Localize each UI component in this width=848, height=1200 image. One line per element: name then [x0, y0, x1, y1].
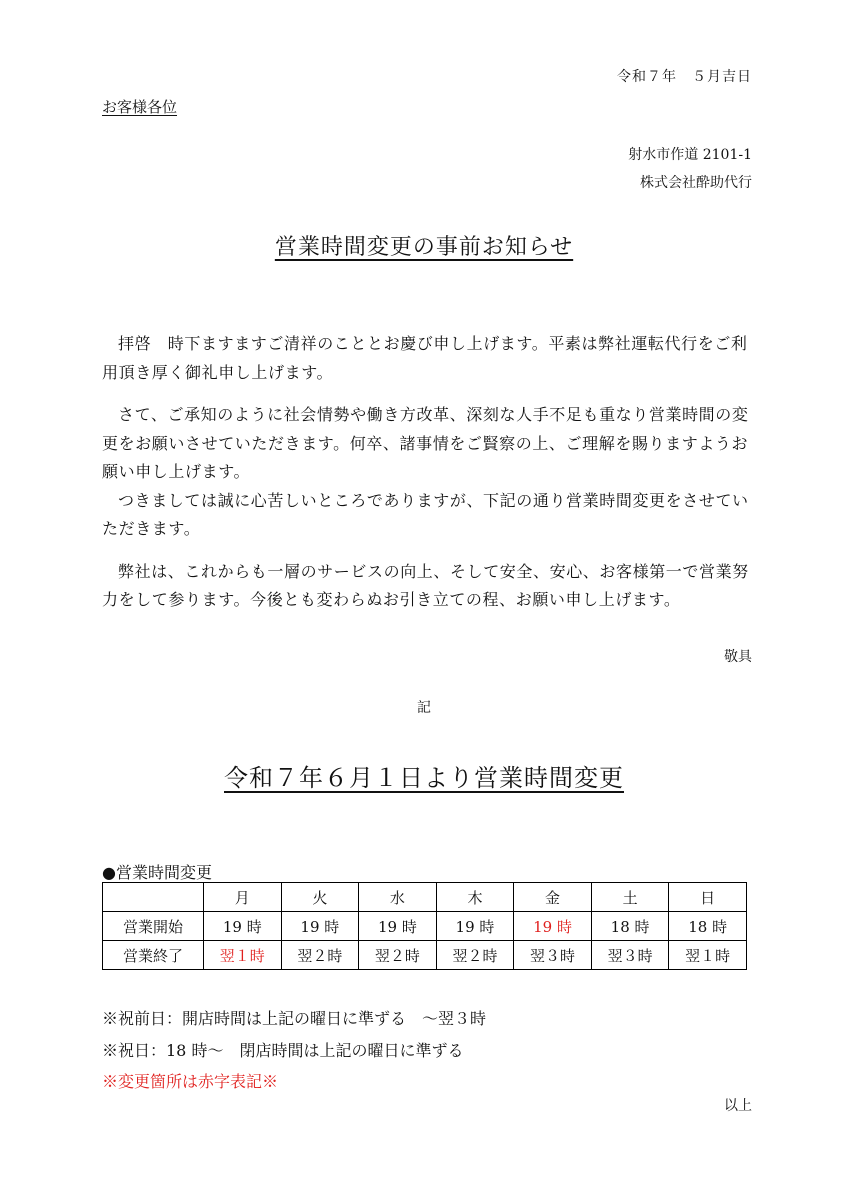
- sender-company: 株式会社酔助代行: [640, 175, 752, 191]
- note-holiday-eve: ※祝前日：開店時間は上記の曜日に準ずる ～翌３時: [102, 1009, 487, 1028]
- row-label-close: 営業終了: [103, 941, 204, 970]
- ki-marker: 記: [417, 700, 431, 716]
- day-header-sun: 日: [669, 883, 747, 912]
- day-header-thu: 木: [436, 883, 514, 912]
- day-header-sat: 土: [591, 883, 669, 912]
- day-header-wed: 水: [359, 883, 437, 912]
- open-time-sat: 18 時: [591, 912, 669, 941]
- day-header-fri: 金: [514, 883, 592, 912]
- body-paragraph-greeting: 拝啓 時下ますますご清祥のこととお慶び申し上げます。平素は弊社運転代行をご利用頂き厚く御礼申し上げます。: [102, 334, 748, 382]
- business-hours-table: [102, 882, 747, 970]
- open-time-sun: 18 時: [669, 912, 747, 941]
- table-header-row: [103, 883, 747, 912]
- close-time-sat: 翌３時: [591, 941, 669, 970]
- note-holiday: ※祝日：18 時～ 閉店時間は上記の曜日に準ずる: [102, 1041, 464, 1060]
- close-time-sun: 翌１時: [669, 941, 747, 970]
- closing-ijo: 以上: [724, 1098, 752, 1114]
- recipient: お客様各位: [102, 98, 178, 116]
- announcement-heading: 令和７年６月１日より営業時間変更: [224, 764, 624, 792]
- document-title: 営業時間変更の事前お知らせ: [274, 235, 574, 260]
- body-paragraph-request: つきましては誠に心苦しいところでありますが、下記の通り営業時間変更をさせていただきます。: [102, 490, 749, 538]
- open-time-mon: 19 時: [204, 912, 282, 941]
- letter-body: [102, 330, 752, 615]
- close-time-mon: 翌１時: [204, 941, 282, 970]
- day-header-tue: 火: [281, 883, 359, 912]
- open-time-fri: 19 時: [514, 912, 592, 941]
- document-date: 令和７年 ５月吉日: [617, 69, 752, 85]
- day-header-mon: 月: [204, 883, 282, 912]
- close-time-thu: 翌２時: [436, 941, 514, 970]
- note-red-legend: ※変更箇所は赤字表記※: [102, 1072, 279, 1091]
- body-paragraph-commitment: 弊社は、これからも一層のサービスの向上、そして安全、安心、お客様第一で営業努力をして参ります。今後とも変わらぬお引き立ての程、お願い申し上げます。: [102, 561, 749, 609]
- close-time-tue: 翌２時: [281, 941, 359, 970]
- row-label-open: 営業開始: [103, 912, 204, 941]
- open-time-thu: 19 時: [436, 912, 514, 941]
- open-time-tue: 19 時: [281, 912, 359, 941]
- sender-address: 射水市作道 2101-1: [628, 147, 752, 163]
- closing-keigu: 敬具: [724, 649, 752, 665]
- body-paragraph-reason: さて、ご承知のように社会情勢や働き方改革、深刻な人手不足も重なり営業時間の変更をお願いさせていただきます。何卒、諸事情をご賢察の上、ご理解を賜りますようお願い申し上げます。: [102, 405, 749, 481]
- open-time-wed: 19 時: [359, 912, 437, 941]
- table-corner-cell: [103, 883, 204, 912]
- close-time-fri: 翌３時: [514, 941, 592, 970]
- close-time-wed: 翌２時: [359, 941, 437, 970]
- table-row-close: [103, 941, 747, 970]
- table-row-open: [103, 912, 747, 941]
- table-caption: ●営業時間変更: [102, 863, 212, 882]
